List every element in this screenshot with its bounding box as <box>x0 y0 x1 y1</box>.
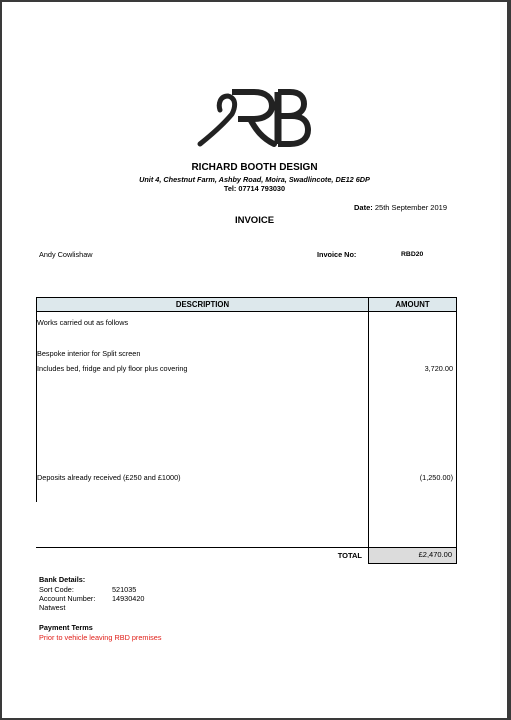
total-label: TOTAL <box>337 551 362 560</box>
total-box <box>368 547 457 564</box>
amount-header: AMOUNT <box>368 297 457 312</box>
payment-terms-text: Prior to vehicle leaving RBD premises <box>39 633 162 642</box>
table-row-description: Includes bed, fridge and ply floor plus covering <box>37 364 188 373</box>
company-telephone: Tel: 07714 793030 <box>223 184 286 193</box>
table-row-description: Bespoke interior for Split screen <box>37 349 141 358</box>
date-value: 25th September 2019 <box>374 203 447 212</box>
bank-details-heading: Bank Details: <box>39 575 86 584</box>
invoice-title: INVOICE <box>234 215 275 226</box>
company-address: Unit 4, Chestnut Farm, Ashby Road, Moira, Swadlincote, DE12 6DP <box>139 175 370 184</box>
account-number-value: 14930420 <box>112 594 145 603</box>
date-label: Date: <box>354 203 373 212</box>
table-bottom-line <box>36 547 369 548</box>
invoice-table <box>36 297 457 564</box>
bank-name: Natwest <box>39 603 66 612</box>
table-column-divider <box>368 312 369 548</box>
account-number-label: Account Number: <box>39 594 96 603</box>
table-row-description: Works carried out as follows <box>37 318 129 327</box>
company-name: RICHARD BOOTH DESIGN <box>191 162 318 173</box>
table-right-border <box>456 312 457 548</box>
client-name: Andy Cowlishaw <box>39 250 93 259</box>
table-row-amount: 3,720.00 <box>424 364 453 373</box>
table-row-description: Deposits already received (£250 and £1000) <box>37 473 181 482</box>
description-header: DESCRIPTION <box>36 297 369 312</box>
payment-terms-heading: Payment Terms <box>39 623 93 632</box>
invoice-date <box>354 203 447 212</box>
table-row-amount: (1,250.00) <box>419 473 453 482</box>
company-logo <box>192 86 312 150</box>
invoice-page <box>2 2 507 718</box>
total-value: £2,470.00 <box>418 550 452 559</box>
sort-code-label: Sort Code: <box>39 585 74 594</box>
sort-code-value: 521035 <box>112 585 137 594</box>
invoice-number-label: Invoice No: <box>317 250 357 259</box>
invoice-number-value: RBD20 <box>401 251 424 258</box>
